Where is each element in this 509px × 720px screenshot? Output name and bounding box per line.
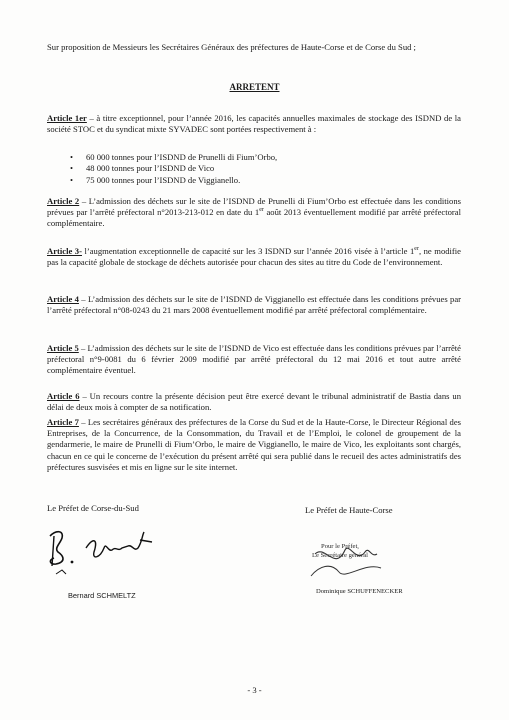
bullet-icon: • — [70, 174, 74, 185]
article-1-text: – à titre exceptionnel, pour l’année 2016, les capacités annuelles maximales de stockage des ISDND de la société STOC et du syndicat mixte SYVADEC sont portées respectivement à : — [47, 113, 461, 135]
article-4: Article 4 – L’admission des déchets sur le site de l’ISDND de Viggianello est effectuée dans les conditions prévues par l’arrêté préfectoral n°08-0243 du 21 mars 2008 éventuellement modifié par arrêté préfectoral complémentaire. — [47, 294, 461, 316]
article-3: Article 3- l’augmentation exceptionnelle de capacité sur les 3 ISDND sur l’année 2016 visée à l’article 1er, ne modifie pas la capacité globale de stockage de déchets autorisée pour chacun des sites au titre du Code de l’environnement. — [47, 246, 461, 268]
article-7-label: Article 7 — [47, 417, 79, 427]
heading-arretent: ARRETENT — [229, 82, 280, 92]
signatory-right-name: Dominique SCHUFFENECKER — [316, 588, 403, 595]
article-5-label: Article 5 — [47, 343, 79, 353]
right-signature-icon — [305, 532, 425, 588]
signatory-right-title: Le Préfet de Haute-Corse — [305, 505, 393, 515]
intro-paragraph: Sur proposition de Messieurs les Secrétaires Généraux des préfectures de Haute-Corse et de Corse du Sud ; — [47, 42, 416, 52]
article-2: Article 2 – L’admission des déchets sur le site de l’ISDND de Prunelli di Fium’Orbo est effectuée dans les conditions prévues par l’arrêté préfectoral n°2013-213-012 en date du 1er août 2013 éventuellement modifié par arrêté préfectoral complémentaire. — [47, 196, 461, 229]
signature-stamp: Pour le Préfet, Le Secrétaire général — [312, 543, 369, 559]
article-6: Article 6 – Un recours contre la présente décision peut être exercé devant le tribunal administratif de Bastia dans un délai de deux mois à compter de sa notification. — [47, 391, 462, 413]
capacity-list — [70, 152, 450, 186]
list-item: • 48 000 tonnes pour l’ISDND de Vico — [70, 163, 215, 174]
page-number: - 3 - — [247, 685, 262, 695]
article-5: Article 5 – L’admission des déchets sur le site de l’ISDND de Vico est effectuée dans les conditions prévues par l’arrêté préfectoral n°9-0081 du 6 février 2009 modifié par arrêté préfectoral du 12 mai 2016 et tout autre arrêté complémentaire éventuel. — [47, 343, 461, 376]
article-6-label: Article 6 — [47, 391, 80, 401]
left-signature-icon — [42, 522, 172, 584]
article-1-label: Article 1er — [47, 113, 87, 123]
list-item: • 60 000 tonnes pour l’ISDND de Prunelli di Fium’Orbo, — [70, 152, 278, 162]
bullet-icon: • — [70, 152, 74, 162]
signatory-left-name: Bernard SCHMELTZ — [68, 591, 136, 600]
list-item: • 75 000 tonnes pour l’ISDND de Viggianello. — [70, 174, 241, 185]
article-4-label: Article 4 — [47, 294, 79, 304]
article-3-label: Article 3- — [47, 246, 82, 256]
article-1 — [47, 113, 461, 135]
article-7: Article 7 – Les secrétaires généraux des préfectures de la Corse du Sud et de la Haute-Corse, le Directeur Régional des Entreprises, de la Concurrence, de la Consommation, du Travail et de l’Emploi, le colonel de groupement de la gendarmerie, le maire de Prunelli di Fium’Orbo, le maire de Viggianello, le maire de Vico, les exploitants sont chargés, chacun en ce qui le concerne de l’exécution du présent arrêté qui sera publié dans le recueil des actes administratifs des préfectures susvisées et mis en ligne sur le site internet. — [47, 417, 462, 472]
signatory-left-title: Le Préfet de Corse-du-Sud — [47, 503, 139, 513]
bullet-icon: • — [70, 163, 74, 174]
article-2-label: Article 2 — [47, 196, 80, 206]
